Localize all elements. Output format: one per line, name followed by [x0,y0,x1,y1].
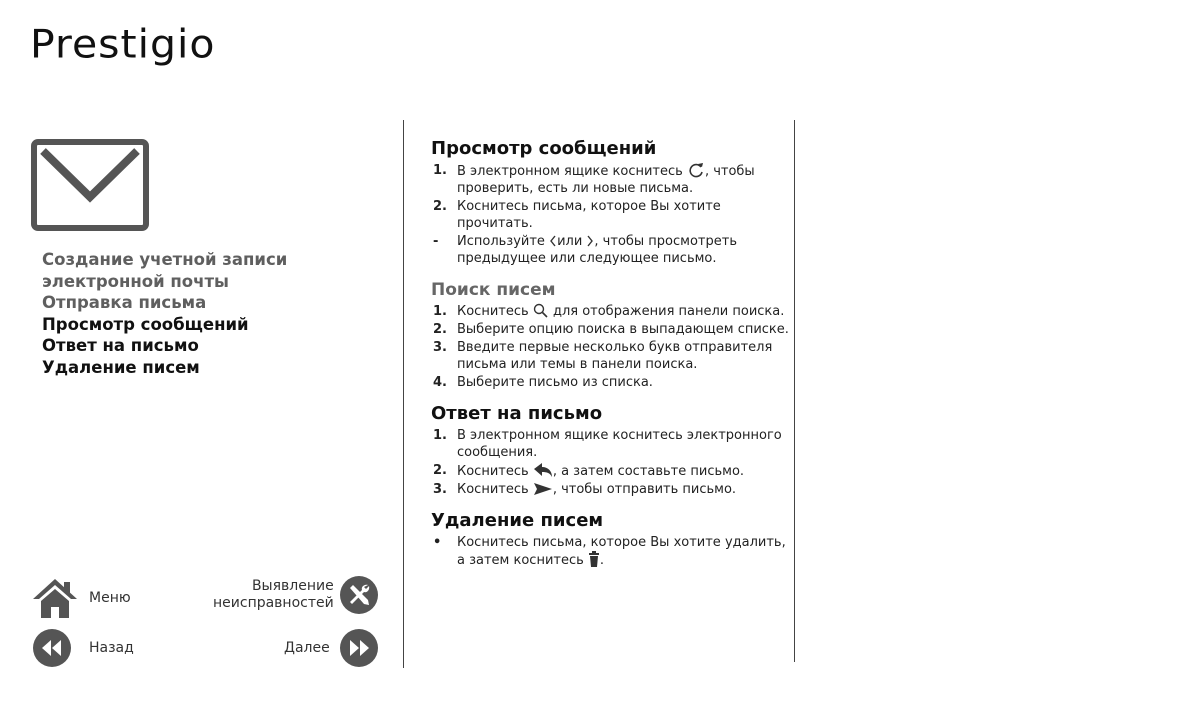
section-search [431,279,791,391]
troubleshooting-label-line1: Выявление [251,578,334,594]
toc-item-create-account-2[interactable]: электронной почты [42,271,229,291]
table-of-contents [42,249,287,378]
reply-step-3: 3. Коснитесь , чтобы отправить письмо. [433,482,737,497]
troubleshooting-label-line2: неисправностей [213,595,334,611]
menu-label: Меню [89,589,131,606]
toc-item-view-messages[interactable]: Просмотр сообщений [42,314,249,334]
reply-icon [533,462,553,478]
reply-step-2: 2. Коснитесь , а затем составьте письмо. [433,463,745,479]
back-button[interactable] [33,629,134,667]
section-title-reply: Ответ на письмо [431,403,603,424]
trash-icon [588,551,600,567]
home-icon [31,576,79,620]
search-step-2: 2. Выберите опцию поиска в выпадающем списке. [433,322,789,337]
envelope-icon [31,139,149,231]
rewind-icon [33,629,71,667]
troubleshooting-button[interactable] [213,576,378,614]
tools-icon [340,576,378,614]
menu-button[interactable] [31,576,131,620]
refresh-icon [687,162,705,178]
toc-item-send-mail[interactable]: Отправка письма [42,293,207,312]
toc-item-create-account-1[interactable]: Создание учетной записи [42,250,288,269]
view-step-1: 1. В электронном ящике коснитесь , чтобы проверить, есть ли новые письма. [433,163,755,196]
toc-item-delete[interactable]: Удаление писем [42,357,200,377]
section-title-view: Просмотр сообщений [431,138,657,159]
toc-item-reply[interactable]: Ответ на письмо [42,336,199,355]
section-title-search: Поиск писем [431,280,556,300]
send-icon [533,482,553,496]
fast-forward-icon [340,629,378,667]
section-title-delete: Удаление писем [431,510,604,531]
section-reply [431,403,791,498]
left-divider [403,120,404,668]
search-icon [533,303,549,318]
search-step-3: 3. Введите первые несколько букв отправителя письма или темы в панели поиска. [433,340,773,372]
next-button[interactable] [284,629,378,667]
brand-logo: Prestigio [30,21,216,67]
chevron-left-icon [549,234,557,248]
view-step-2: 2. Коснитесь письма, которое Вы хотите прочитать. [433,199,721,231]
back-label: Назад [89,639,134,656]
content-column [431,138,791,581]
search-step-4: 4. Выберите письмо из списка. [433,375,653,390]
view-step-3: - Используйте или , чтобы просмотреть предыдущее или следующее письмо. [433,234,737,266]
next-label: Далее [284,639,330,656]
reply-step-1: 1. В электронном ящике коснитесь электронного сообщения. [433,428,782,460]
right-divider [794,120,795,662]
search-step-1: 1. Коснитесь для отображения панели поиска. [433,304,785,319]
section-view-messages [431,138,791,267]
section-delete [431,510,791,569]
delete-step-1: • Коснитесь письма, которое Вы хотите удалить, а затем коснитесь . [433,535,786,568]
